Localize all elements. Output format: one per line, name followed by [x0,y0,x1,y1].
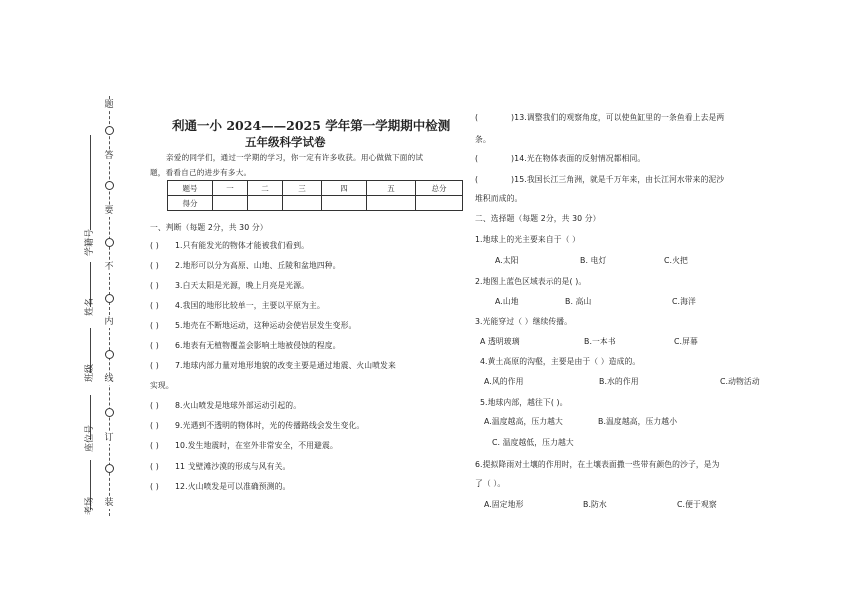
field-label-seat: 座位号 [85,424,95,452]
mc-5-option-a[interactable]: A.温度越高，压力越大 [484,417,563,426]
judge-item-text: 4.我国的地形比较单一，主要以平原为主。 [175,301,325,310]
judge-item-12 [150,481,290,492]
mc-2-stem: 2.地图上蓝色区域表示的是( )。 [475,277,587,286]
mc-2-option-b[interactable]: B. 高山 [565,297,592,306]
judge-item-13 [475,112,724,123]
mc-6-option-c[interactable]: C.便于观察 [677,500,717,509]
judge-item-10 [150,440,338,451]
answer-paren[interactable]: ( ) [150,401,159,410]
answer-paren[interactable]: ( ) [150,482,159,491]
intro-line-1: 亲爱的同学们，通过一学期的学习，你一定有许多收获。用心做做下面的试 [166,153,424,162]
score-header-cell: 一 [213,181,248,196]
score-cell[interactable] [367,196,416,211]
mc-4-option-c[interactable]: C.动物活动 [720,377,760,386]
judge-item-7-continued: 实现。 [150,381,174,390]
mc-1-stem: 1.地球上的光主要来自于（ ） [475,235,580,244]
score-header-cell: 总分 [416,181,463,196]
seal-char: 订 [104,433,114,443]
mc-1-option-b[interactable]: B. 电灯 [580,256,607,265]
field-label-class: 班级 [85,363,95,382]
mc-6-stem: 6.提拟降雨对土壤的作用时，在土壤表面撒一些带有颜色的沙子，是为 [475,460,720,469]
score-header-cell: 题号 [168,181,213,196]
judge-item-text: 3.白天太阳是光源，晚上月亮是光源。 [175,281,309,290]
mc-3-option-b[interactable]: B.一本书 [584,337,616,346]
answer-paren[interactable]: ( ) [150,441,159,450]
score-cell[interactable] [213,196,248,211]
seal-circle [105,350,114,359]
exam-title: 利通一小 2024——2025 学年第一学期期中检测 [172,118,451,133]
mc-4-option-a[interactable]: A.风的作用 [484,377,524,386]
answer-paren[interactable]: ( ) [150,421,159,430]
judge-item-text: 6.地表有无植物覆盖会影响土地被侵蚀的程度。 [175,341,341,350]
judge-item-text: )15.我国长江三角洲，就是千万年来，由长江河水带来的泥沙 [511,175,725,184]
judge-item-6 [150,340,341,351]
mc-2-option-c[interactable]: C.海洋 [672,297,696,306]
score-header-cell: 四 [322,181,367,196]
intro-line-2: 题，看看自己的进步有多大。 [150,168,252,177]
answer-paren[interactable]: ( [475,113,479,122]
judge-item-text: 2.地形可以分为高原、山地、丘陵和盆地四种。 [175,261,341,270]
judge-item-4 [150,300,325,311]
judge-item-13-continued: 条。 [475,135,491,144]
answer-paren[interactable]: ( ) [150,361,159,370]
exam-subtitle: 五年级科学试卷 [245,135,326,149]
answer-paren[interactable]: ( ) [150,301,159,310]
judge-item-15-continued: 堆积而成的。 [475,194,523,203]
seal-circle [105,238,114,247]
judge-item-15 [475,174,724,185]
mc-1-option-c[interactable]: C.火把 [664,256,688,265]
judge-item-9 [150,420,364,431]
seal-char: 题 [104,100,114,110]
judge-item-text: )14.光在物体表面的反射情况都相同。 [511,154,646,163]
seal-circle [105,408,114,417]
score-header-cell: 三 [283,181,322,196]
mc-5-option-b[interactable]: B.温度越高，压力越小 [598,417,678,426]
answer-paren[interactable]: ( [475,175,479,184]
field-line-student-id [90,135,91,230]
judge-item-text: 10.发生地震时，在室外非常安全，不用避震。 [175,441,338,450]
score-cell[interactable] [248,196,283,211]
judge-item-text: )13.调整我们的观察角度，可以使鱼缸里的一条鱼看上去是两 [511,113,725,122]
answer-paren[interactable]: ( ) [150,261,159,270]
mc-2-option-a[interactable]: A.山地 [495,297,519,306]
score-header-cell: 二 [248,181,283,196]
mc-6-stem-continued: 了（ ）。 [475,479,506,488]
score-table-header-row [168,181,463,196]
judge-item-5 [150,320,356,331]
judge-item-1 [150,240,309,251]
seal-char: 装 [104,498,114,508]
judge-item-8 [150,400,301,411]
judge-item-11 [150,461,290,472]
mc-3-option-a[interactable]: A 透明玻璃 [480,337,520,346]
mc-1-option-a[interactable]: A.太阳 [495,256,519,265]
mc-5-stem: 5.地球内部，越往下( )。 [480,398,568,407]
score-cell[interactable] [322,196,367,211]
answer-paren[interactable]: ( ) [150,462,159,471]
mc-4-option-b[interactable]: B.水的作用 [599,377,639,386]
seal-circle [105,126,114,135]
score-row-label: 得分 [168,196,213,211]
seal-char: 不 [104,262,114,272]
seal-circle [105,181,114,190]
score-cell[interactable] [416,196,463,211]
judge-item-text: 1.只有能发光的物体才能被我们看到。 [175,241,309,250]
score-table [167,180,463,211]
judge-item-3 [150,280,309,291]
seal-char: 答 [104,151,114,161]
section2-heading: 二、选择题（每题 2分，共 30 分） [475,214,601,223]
answer-paren[interactable]: ( ) [150,281,159,290]
answer-paren[interactable]: ( ) [150,341,159,350]
field-label-student-id: 学籍号 [85,228,95,256]
mc-5-option-c[interactable]: C. 温度越低，压力越大 [492,438,574,447]
judge-item-7 [150,360,396,371]
mc-3-stem: 3.光能穿过（ ）继续传播。 [475,317,573,326]
seal-char: 要 [104,206,114,216]
judge-item-text: 9.光遇到不透明的物体时，光的传播路线会发生变化。 [175,421,365,430]
answer-paren[interactable]: ( [475,154,479,163]
judge-item-2 [150,260,341,271]
mc-4-stem: 4.黄土高原的沟壑，主要是由于（ ）造成的。 [480,357,641,366]
answer-paren[interactable]: ( ) [150,241,159,250]
seal-circle [105,464,114,473]
field-label-name: 姓名 [85,297,95,316]
answer-paren[interactable]: ( ) [150,321,159,330]
judge-item-text: 11 戈壁滩沙漠的形成与风有关。 [175,462,291,471]
score-cell[interactable] [283,196,322,211]
seal-circle [105,294,114,303]
judge-item-14 [475,153,645,164]
mc-6-option-b[interactable]: B.防水 [583,500,607,509]
field-label-exam-room: 考场 [85,496,95,515]
mc-6-option-a[interactable]: A.固定地形 [484,500,524,509]
judge-item-text: 12.火山喷发是可以准确预测的。 [175,482,291,491]
judge-item-text: 5.地壳在不断地运动，这种运动会使岩层发生变形。 [175,321,357,330]
seal-char: 内 [104,317,114,327]
section1-heading: 一、判断（每题 2分，共 30 分） [150,223,268,232]
mc-3-option-c[interactable]: C.屏幕 [674,337,698,346]
score-table-score-row [168,196,463,211]
seal-char: 线 [104,374,114,384]
score-header-cell: 五 [367,181,416,196]
judge-item-text: 8.火山喷发是地球外部运动引起的。 [175,401,302,410]
judge-item-text: 7.地球内部力量对地形地貌的改变主要是通过地震、火山喷发来 [175,361,396,370]
